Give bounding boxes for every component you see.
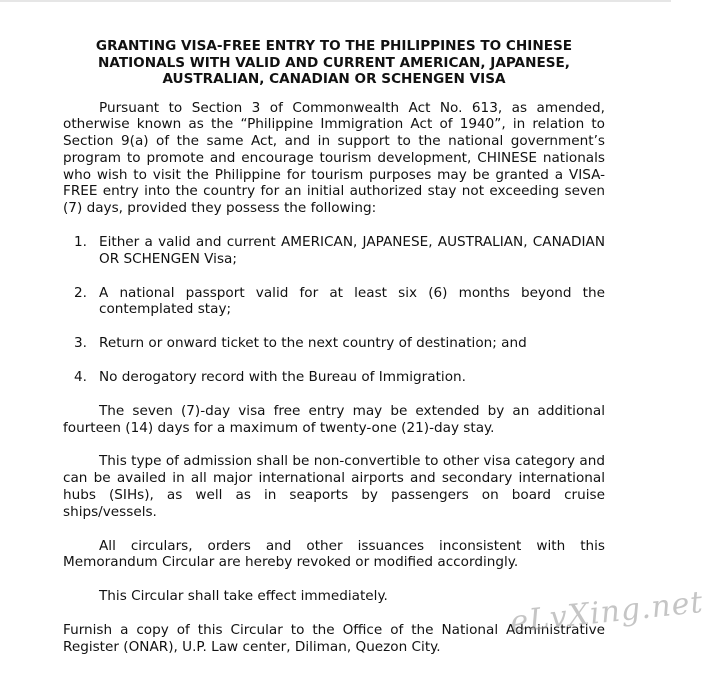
requirements-list: [63, 234, 605, 386]
extension-paragraph: The seven (7)-day visa free entry may be extended by an additional fourteen (14) days for a maximum of twenty-one (21)-day stay.: [63, 402, 605, 436]
watermark: eLvXing.net: [508, 584, 705, 641]
revocation-paragraph: All circulars, orders and other issuances inconsistent with this Memorandum Circular are hereby revoked or modified accordingly.: [63, 537, 605, 571]
document-title: GRANTING VISA-FREE ENTRY TO THE PHILIPPINES TO CHINESE NATIONALS WITH VALID AND CURRENT AMERICAN, JAPANESE, AUSTRALIAN, CANADIAN OR SCHENGEN VISA: [95, 38, 573, 87]
list-text: No derogatory record with the Bureau of Immigration.: [99, 369, 466, 386]
list-item: [74, 234, 605, 268]
top-border: [0, 0, 671, 2]
list-number: 2.: [74, 284, 87, 301]
list-text: Either a valid and current AMERICAN, JAPANESE, AUSTRALIAN, CANADIAN OR SCHENGEN Visa;: [99, 234, 605, 267]
list-item: [74, 369, 605, 386]
intro-paragraph: Pursuant to Section 3 of Commonwealth Act No. 613, as amended, otherwise known as the “Philippine Immigration Act of 1940”, in relation to Section 9(a) of the same Act, and in support to the national government’s program to promote and encourage tourism development, CHINESE nationals who wish to visit the Philippine for tourism purposes may be granted a VISA-FREE entry into the country for an initial authorized stay not exceeding seven (7) days, provided they possess the following:: [63, 99, 605, 217]
furnish-paragraph: Furnish a copy of this Circular to the Office of the National Administrative Register (ONAR), U.P. Law center, Diliman, Quezon City.: [63, 622, 605, 655]
list-item: [74, 284, 605, 319]
document-body: [63, 38, 605, 673]
list-number: 4.: [74, 369, 87, 386]
list-number: 1.: [74, 234, 87, 251]
list-text: A national passport valid for at least six (6) months beyond the contemplated stay;: [99, 284, 605, 318]
list-number: 3.: [74, 335, 87, 352]
effectivity-paragraph: This Circular shall take effect immediately.: [99, 588, 388, 605]
list-text: Return or onward ticket to the next country of destination; and: [99, 335, 527, 352]
admission-paragraph: This type of admission shall be non-convertible to other visa category and can be availed in all major international airports and secondary international hubs (SIHs), as well as in seaports by passengers on board cruise ships/vessels.: [63, 453, 605, 520]
list-item: [74, 335, 605, 352]
